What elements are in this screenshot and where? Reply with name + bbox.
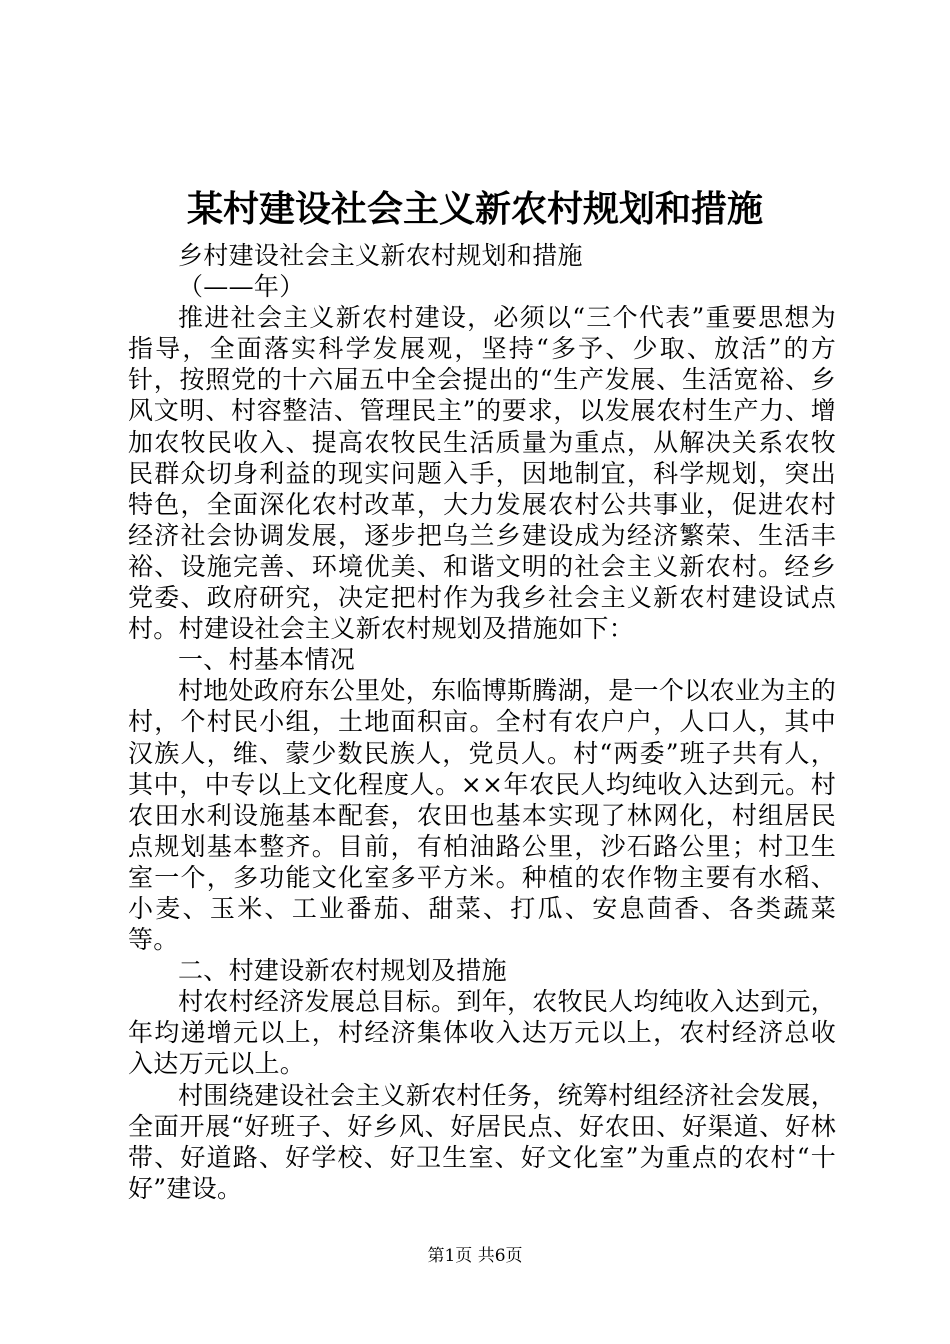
section-heading-1: 一、村基本情况 — [178, 645, 356, 675]
document-body — [128, 240, 836, 1204]
ten-good-paragraph: 村围绕建设社会主义新农村任务，统筹村组经济社会发展，全面开展“好班子、好乡风、好居民点、好农田、好渠道、好林带、好道路、好学校、好卫生室、好文化室”为重点的农村“十好”建设。 — [128, 1080, 836, 1203]
document-title: 某村建设社会主义新农村规划和措施 — [186, 188, 763, 230]
year-paragraph: （——年） — [178, 272, 305, 302]
intro-paragraph: 推进社会主义新农村建设，必须以“三个代表”重要思想为指导，全面落实科学发展观，坚持“多予、少取、放活”的方针，按照党的十六届五中全会提出的“生产发展、生活宽裕、乡风文明、村容整洁、管理民主”的要求，以发展农村生产力、增加农牧民收入、提高农牧民生活质量为重点，从解决关系农牧民群众切身利益的现实问题入手，因地制宜，科学规划，突出特色，全面深化农村改革，大力发展农村公共事业，促进农村经济社会协调发展，逐步把乌兰乡建设成为经济繁荣、生活丰裕、设施完善、环境优美、和谐文明的社会主义新农村。经乡党委、政府研究，决定把村作为我乡社会主义新农村建设试点村。村建设社会主义新农村规划及措施如下： — [128, 303, 836, 644]
basic-info-paragraph: 村地处政府东公里处，东临博斯腾湖，是一个以农业为主的村，个村民小组，土地面积亩。全村有农户户，人口人，其中汉族人，维、蒙少数民族人，党员人。村“两委”班子共有人，其中，中专以上文化程度人。××年农民人均纯收入达到元。村农田水利设施基本配套，农田也基本实现了林网化，村组居民点规划基本整齐。目前，有柏油路公里，沙石路公里；村卫生室一个，多功能文化室多平方米。种植的农作物主要有水稻、小麦、玉米、工业番茄、甜菜、打瓜、安息茴香、各类蔬菜等。 — [128, 676, 836, 955]
section-heading-2: 二、村建设新农村规划及措施 — [178, 956, 507, 986]
economic-goal-paragraph: 村农村经济发展总目标。到年，农牧民人均纯收入达到元，年均递增元以上，村经济集体收入达万元以上，农村经济总收入达万元以上。 — [128, 987, 836, 1079]
page-footer: 第1页 共6页 — [427, 1246, 523, 1266]
subtitle-paragraph: 乡村建设社会主义新农村规划和措施 — [178, 241, 583, 270]
